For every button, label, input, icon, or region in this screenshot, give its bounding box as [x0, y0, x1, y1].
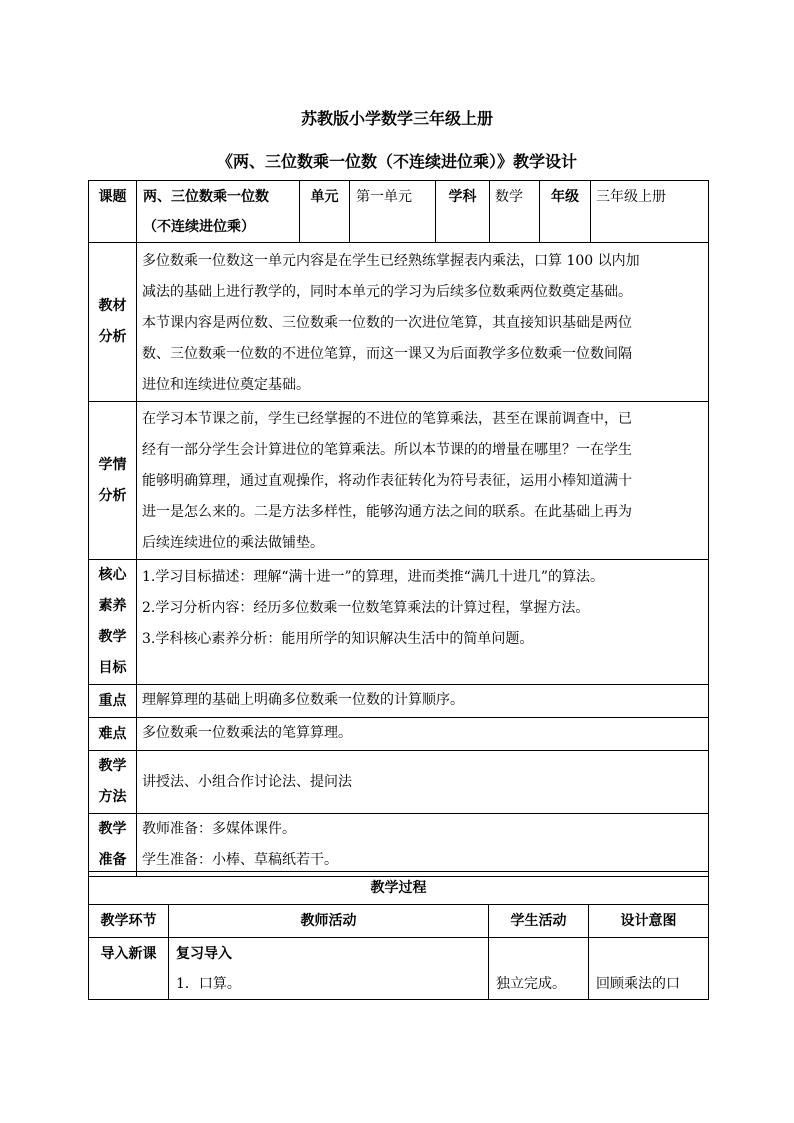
col-huanjie: 教学环节 [89, 905, 169, 938]
row1-jiaoshi-title: 复习导入 [176, 946, 232, 962]
hexin-line: 2.学习分析内容：经历多位数乘一位数笔算乘法的计算过程，掌握方法。 [142, 600, 590, 616]
label-jiaocai-1: 教材 [98, 298, 127, 314]
zhongdian-text: 理解算理的基础上明确多位数乘一位数的计算顺序。 [137, 685, 709, 718]
zhunbei-text [137, 814, 709, 877]
label-hexin [89, 560, 137, 685]
xueqing-row [89, 402, 709, 560]
jiaocai-line: 多位数乘一位数这一单元内容是在学生已经熟练掌握表内乘法，口算 100 以内加 [142, 253, 640, 269]
xueke-value: 数学 [490, 181, 540, 243]
nianji-value: 三年级上册 [591, 181, 709, 243]
jiaocai-line: 减法的基础上进行教学的，同时本单元的学习为后续多位数乘两位数奠定基础。 [142, 284, 632, 300]
jiaocai-line: 本节课内容是两位数、三位数乘一位数的一次进位笔算，其直接知识基础是两位 [142, 315, 632, 331]
keti-line2: （不连续进位乘） [143, 219, 255, 235]
nandian-text: 多位数乘一位数乘法的笔算算理。 [137, 718, 709, 751]
label-xueqing-1: 学情 [98, 456, 127, 473]
zhongdian-row [89, 685, 709, 718]
xueqing-line: 经有一部分学生会计算进位的笔算乘法。所以本节课的的增量在哪里？一在学生 [142, 442, 632, 458]
label-zhongdian: 重点 [89, 685, 137, 718]
label-xueqing-2: 分析 [98, 487, 127, 504]
label-fangfa [89, 751, 137, 814]
label-hexin-1: 核心 [98, 567, 127, 583]
row1-yitu: 回顾乘法的口 [589, 938, 709, 1000]
label-hexin-3: 教学 [98, 629, 127, 645]
row1-xuesheng: 独立完成。 [489, 938, 589, 1000]
zhunbei-row [89, 814, 709, 877]
xueqing-line: 后续连续进位的乘法做铺垫。 [142, 535, 324, 551]
col-jiaoshi: 教师活动 [169, 905, 489, 938]
hexin-row [89, 560, 709, 685]
row1-jiaoshi-item: 1．口算。 [176, 976, 241, 992]
label-fangfa-2: 方法 [98, 789, 127, 805]
process-heading: 教学过程 [89, 872, 709, 905]
process-heading-row [89, 872, 709, 905]
jiaocai-row [89, 243, 709, 402]
label-zhunbei-1: 教学 [98, 821, 127, 837]
process-row [89, 938, 709, 1000]
doc-title-line1: 苏教版小学数学三年级上册 [300, 109, 493, 128]
label-jiaocai [89, 243, 137, 402]
label-zhunbei-2: 准备 [98, 852, 127, 868]
process-column-headers [89, 905, 709, 938]
jiaocai-line: 数、三位数乘一位数的不进位笔算，而这一课又为后面教学多位数乘一位数间隔 [142, 346, 632, 362]
doc-title-line2: 《两、三位数乘一位数（不连续进位乘）》教学设计 [216, 152, 577, 171]
nandian-row [89, 718, 709, 751]
hexin-text [137, 560, 709, 685]
label-fangfa-1: 教学 [98, 758, 127, 774]
row1-huanjie: 导入新课 [89, 938, 169, 1000]
teaching-process-table [88, 871, 709, 1000]
label-hexin-2: 素养 [98, 598, 127, 614]
xueqing-line: 能够明确算理，通过直观操作，将动作表征转化为符号表征，运用小棒知道满十 [142, 473, 632, 489]
zhunbei-line: 学生准备：小棒、草稿纸若干。 [142, 852, 338, 868]
label-xueke: 学科 [436, 181, 490, 243]
xueqing-text [137, 402, 709, 560]
label-nianji: 年级 [540, 181, 591, 243]
col-yitu: 设计意图 [589, 905, 709, 938]
jiaocai-line: 进位和连续进位奠定基础。 [142, 377, 310, 393]
xueqing-line: 在学习本节课之前，学生已经掌握的不进位的笔算乘法，甚至在课前调查中，已 [142, 411, 632, 427]
danyuan-value: 第一单元 [350, 181, 436, 243]
xueqing-line: 进一是怎么来的。二是方法多样性，能够沟通方法之间的联系。在此基础上再为 [142, 504, 632, 520]
keti-value [137, 181, 300, 243]
fangfa-row [89, 751, 709, 814]
keti-line1: 两、三位数乘一位数 [143, 189, 269, 205]
lesson-info-table [88, 180, 709, 877]
header-row [89, 181, 709, 243]
label-danyuan: 单元 [300, 181, 350, 243]
hexin-line: 1.学习目标描述：理解“满十进一”的算理，进而类推“满几十进几”的算法。 [142, 569, 604, 585]
hexin-line: 3.学科核心素养分析：能用所学的知识解决生活中的简单问题。 [142, 631, 534, 647]
label-jiaocai-2: 分析 [98, 329, 127, 345]
label-zhunbei [89, 814, 137, 877]
zhunbei-line: 教师准备：多媒体课件。 [142, 821, 296, 837]
label-nandian: 难点 [89, 718, 137, 751]
label-hexin-4: 目标 [98, 660, 127, 676]
label-xueqing [89, 402, 137, 560]
row1-jiaoshi [169, 938, 489, 1000]
jiaocai-text [137, 243, 709, 402]
label-keti: 课题 [89, 181, 137, 243]
fangfa-text: 讲授法、小组合作讨论法、提问法 [137, 751, 709, 814]
col-xuesheng: 学生活动 [489, 905, 589, 938]
